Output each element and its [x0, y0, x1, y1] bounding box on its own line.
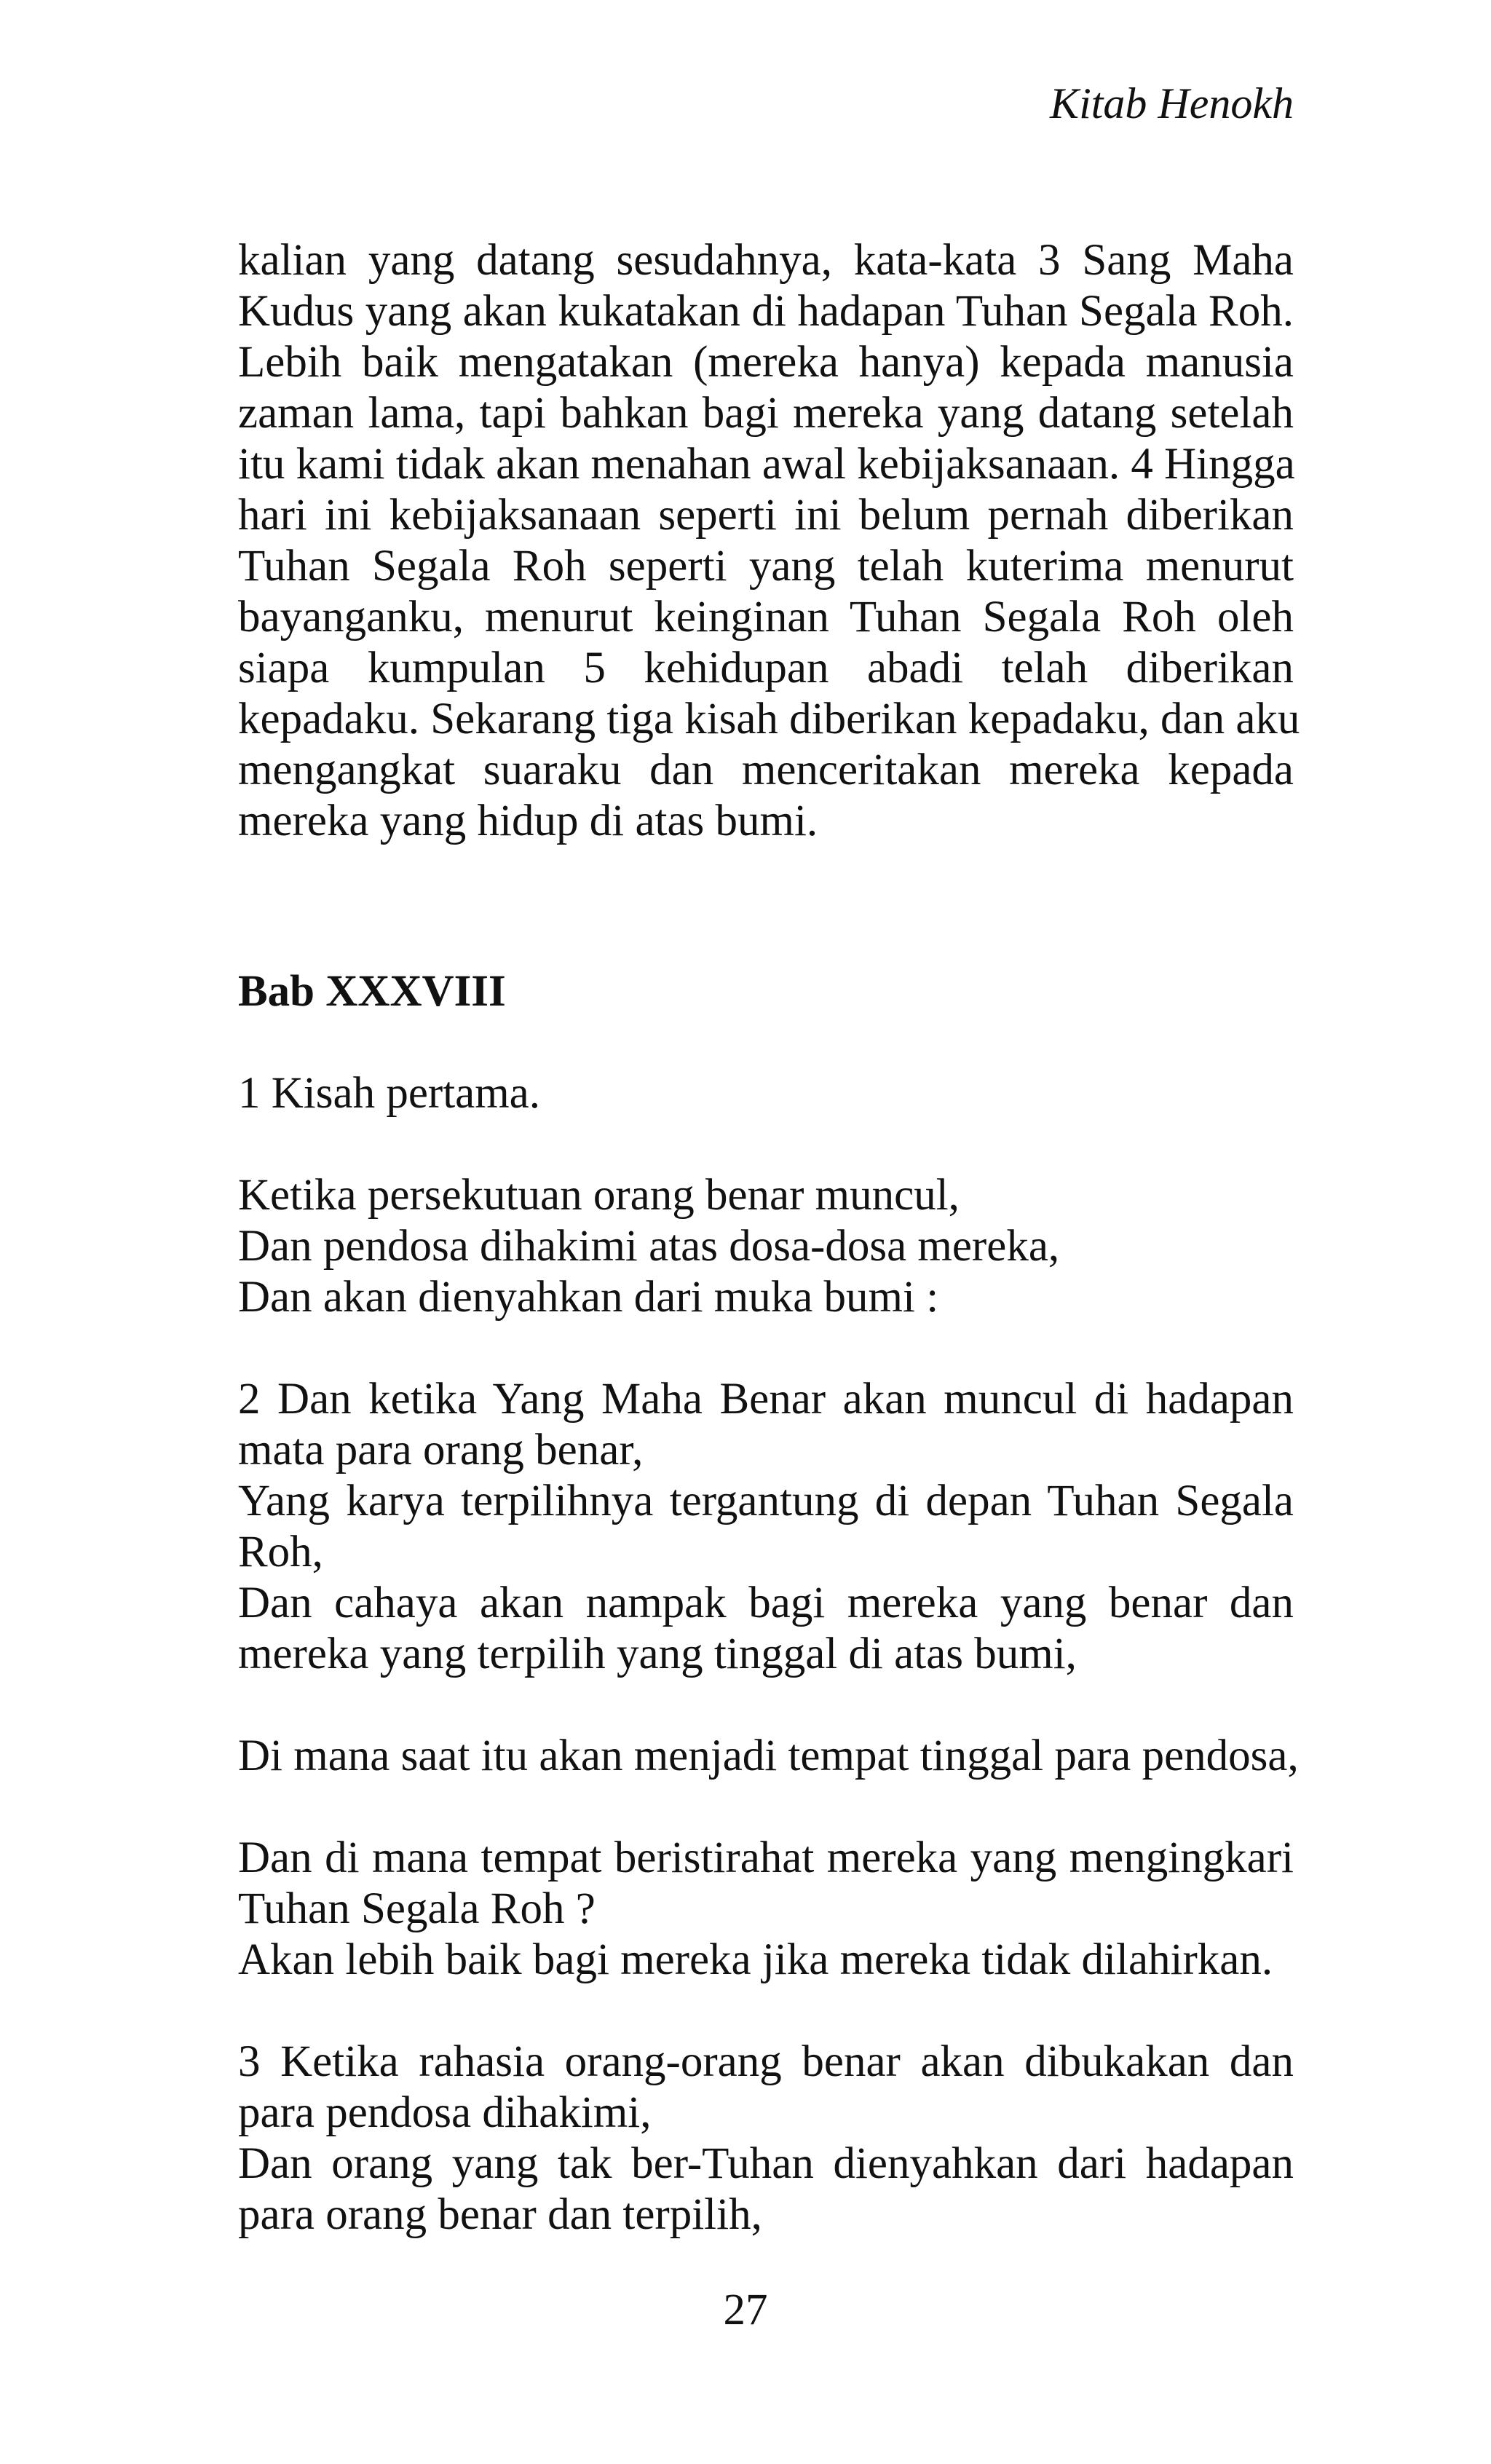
running-title: Kitab Henokh [1050, 79, 1294, 127]
text-line: kepadaku. Sekarang tiga kisah diberikan kepadaku, dan aku [238, 695, 1300, 743]
paragraph-1 [238, 235, 1300, 847]
verse-line: Di mana saat itu akan menjadi tempat tinggal para pendosa, [238, 1731, 1299, 1780]
verse-line: Dan di mana tempat beristirahat mereka yang mengingkari [238, 1833, 1294, 1882]
text-line: bayanganku, menurut keinginan Tuhan Segala Roh oleh [238, 593, 1294, 641]
chapter-heading: Bab XXXVIII [238, 967, 506, 1016]
text-line: hari ini kebijaksanaan seperti ini belum pernah diberikan [238, 491, 1294, 540]
verse-line: Yang karya terpilihnya tergantung di depan Tuhan Segala [238, 1477, 1294, 1525]
text-line: mengangkat suaraku dan menceritakan mereka kepada [238, 746, 1294, 794]
verse-line: para orang benar dan terpilih, [238, 2190, 762, 2239]
page-number: 27 [723, 2286, 768, 2334]
text-line: zaman lama, tapi bahkan bagi mereka yang datang setelah [238, 389, 1294, 438]
verse-line: mata para orang benar, [238, 1426, 644, 1474]
stanza-5 [238, 2037, 1294, 2240]
page-body [238, 235, 1300, 2240]
text-line: Tuhan Segala Roh seperti yang telah kuterima menurut [238, 542, 1294, 591]
verse-line: Dan cahaya akan nampak bagi mereka yang benar dan [238, 1579, 1294, 1627]
verse-line: Akan lebih baik bagi mereka jika mereka tidak dilahirkan. [238, 1935, 1273, 1984]
text-line: kalian yang datang sesudahnya, kata-kata 3 Sang Maha [238, 236, 1294, 285]
verse-line: Ketika persekutuan orang benar muncul, [238, 1171, 960, 1220]
text-line: mereka yang hidup di atas bumi. [238, 797, 818, 845]
stanza-4 [238, 1833, 1294, 1986]
text-line: Kudus yang akan kukatakan di hadapan Tuhan Segala Roh. [238, 287, 1294, 336]
verse-line: Tuhan Segala Roh ? [238, 1884, 596, 1933]
verse-line: mereka yang terpilih yang tinggal di atas bumi, [238, 1630, 1077, 1678]
stanza-2 [238, 1374, 1294, 1680]
verse-line: 2 Dan ketika Yang Maha Benar akan muncul di hadapan [238, 1375, 1294, 1423]
text-line: Lebih baik mengatakan (mereka hanya) kepada manusia [238, 338, 1294, 387]
stanza-1 [238, 1170, 1294, 1323]
verse-line: 3 Ketika rahasia orang-orang benar akan dibukakan dan [238, 2037, 1294, 2086]
verse-line: Roh, [238, 1528, 323, 1576]
text-line: siapa kumpulan 5 kehidupan abadi telah diberikan [238, 644, 1294, 692]
verse-intro: 1 Kisah pertama. [238, 1069, 540, 1118]
verse-line: Dan orang yang tak ber-Tuhan dienyahkan dari hadapan [238, 2139, 1294, 2188]
verse-line: Dan pendosa dihakimi atas dosa-dosa mereka, [238, 1222, 1060, 1271]
verse-line: Dan akan dienyahkan dari muka bumi : [238, 1273, 939, 1322]
verse-line: para pendosa dihakimi, [238, 2088, 652, 2137]
text-line: itu kami tidak akan menahan awal kebijaksanaan. 4 Hingga [238, 440, 1295, 489]
